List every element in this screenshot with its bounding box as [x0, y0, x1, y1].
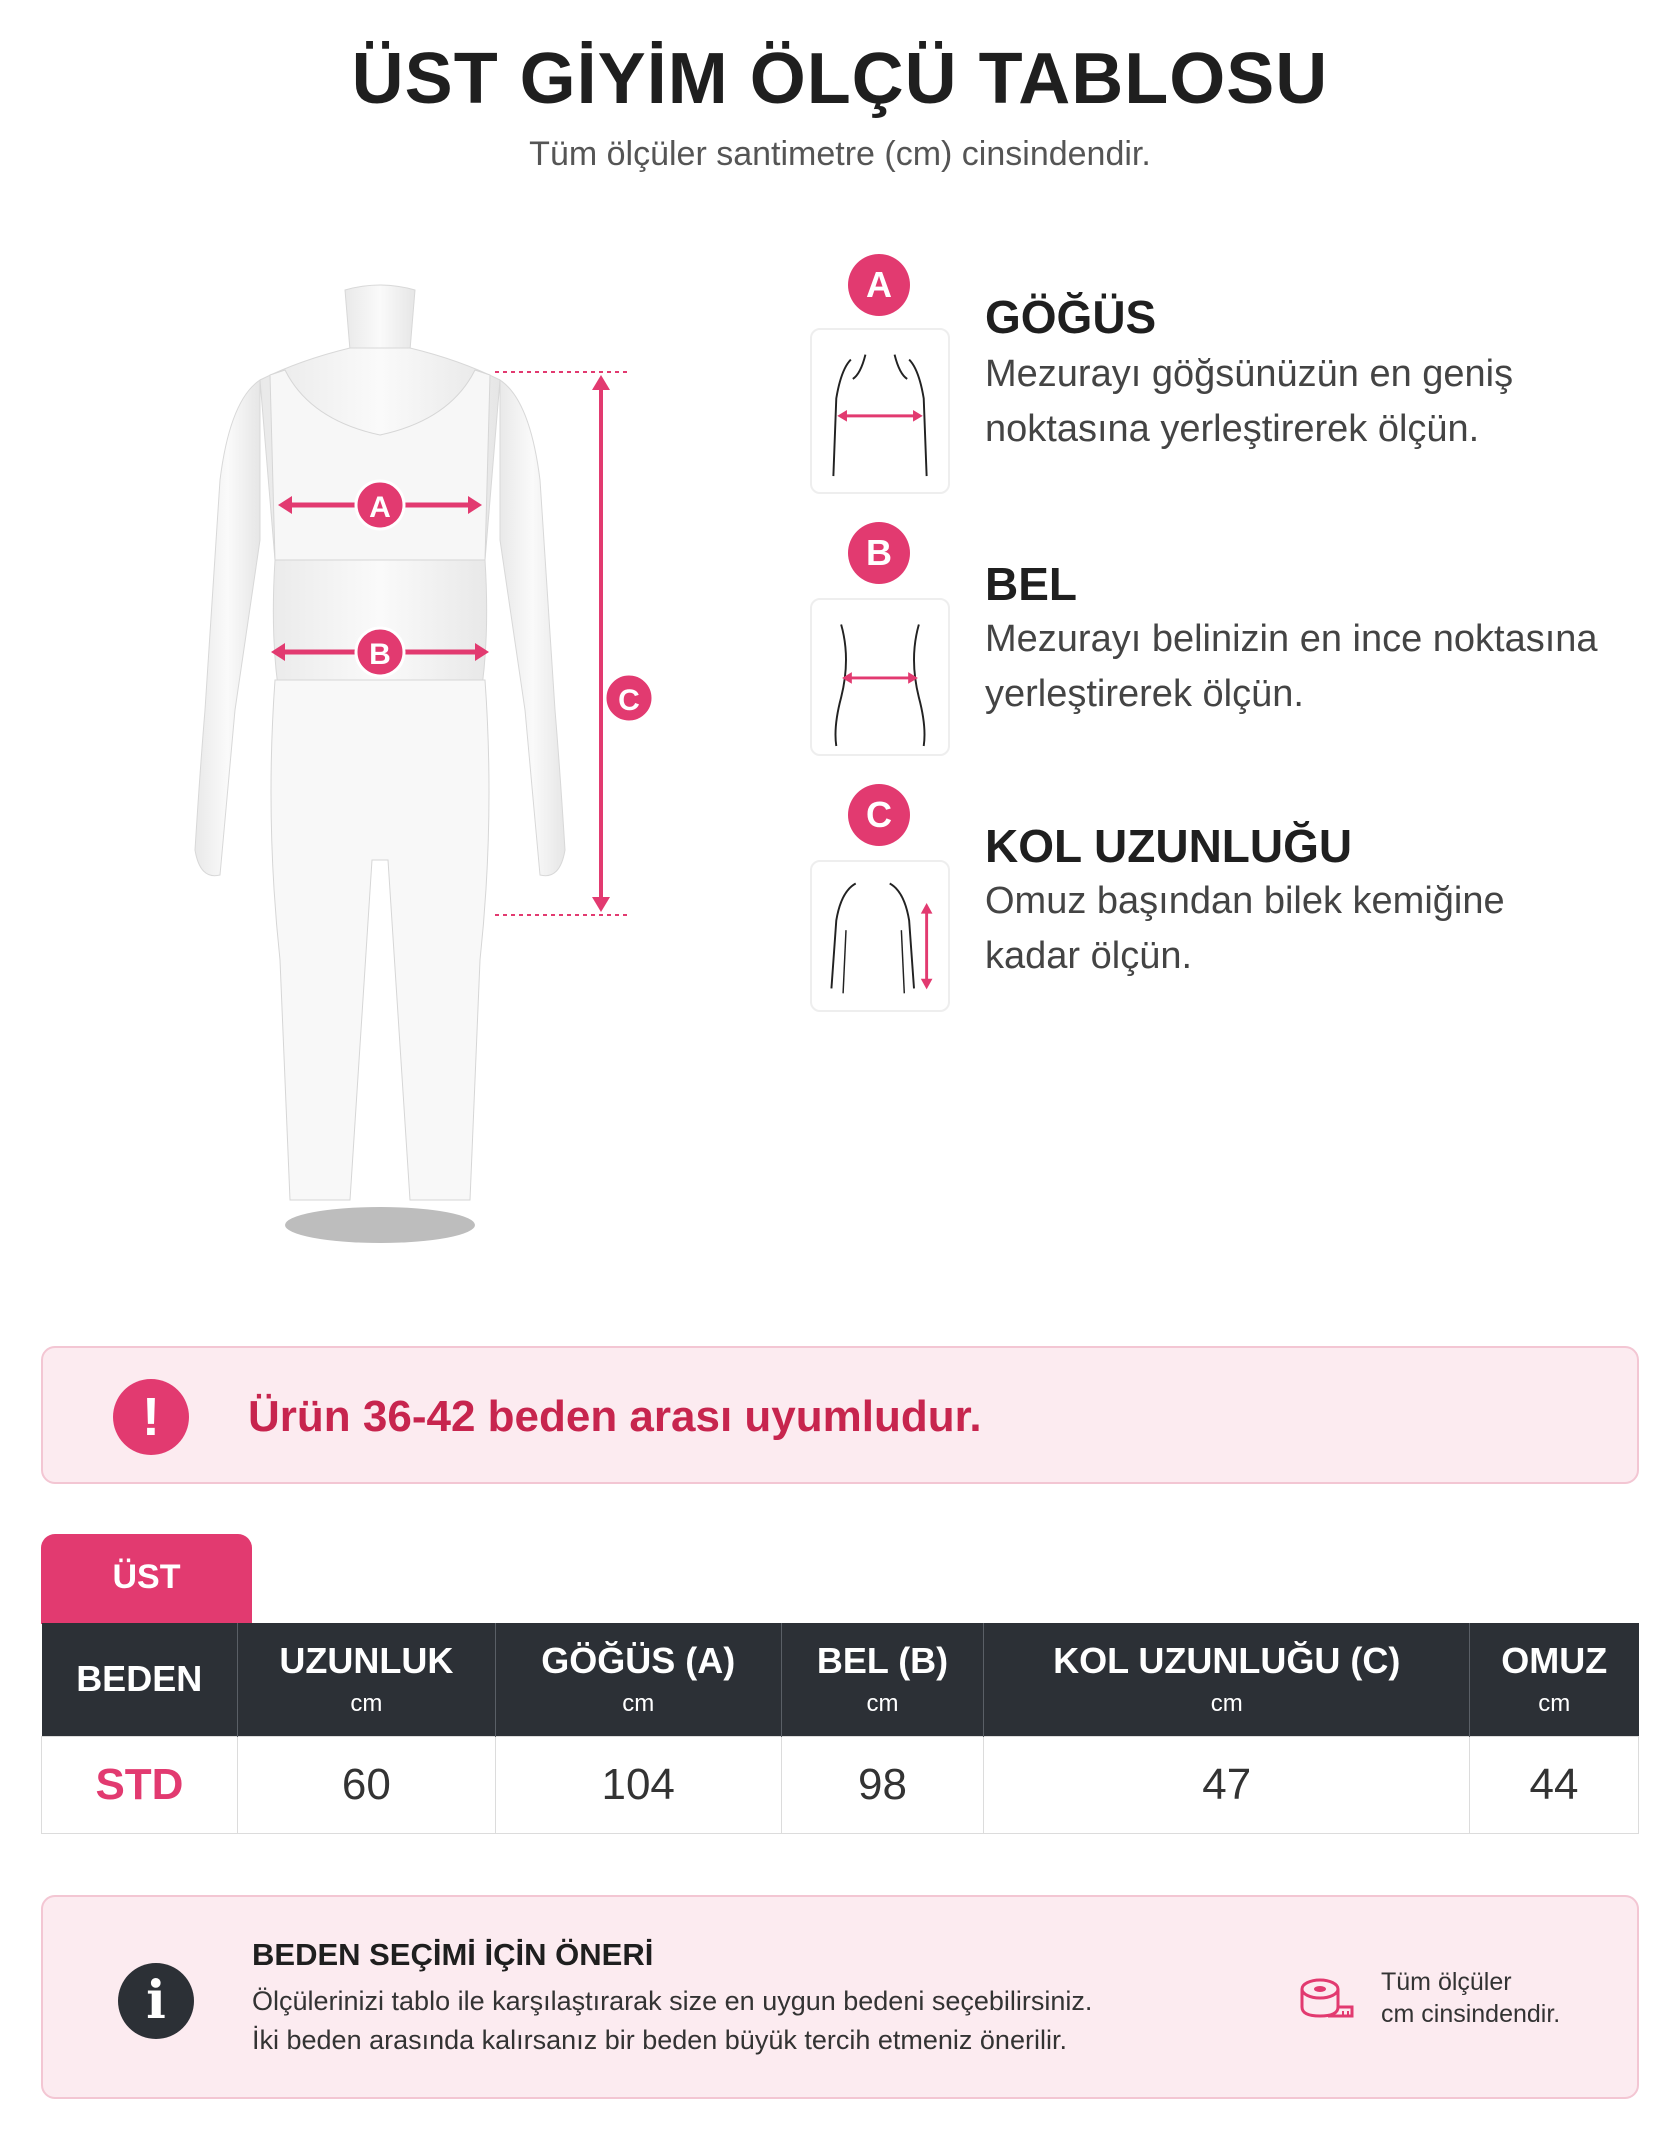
- column-header-shoulder: OMUZ cm: [1470, 1623, 1639, 1736]
- size-range-alert: [41, 1346, 1639, 1484]
- cell-size: STD: [42, 1736, 238, 1833]
- label-b: B: [369, 638, 391, 671]
- cell-sleeve: 47: [984, 1736, 1470, 1833]
- measure-waist-desc-1: Mezurayı belinizin en ince noktasına: [985, 618, 1598, 660]
- label-c: C: [618, 684, 640, 717]
- sleeve-diagram-icon: [810, 860, 950, 1012]
- measure-waist-desc-2: yerleştirerek ölçün.: [985, 673, 1304, 715]
- measure-sleeve-desc-1: Omuz başından bilek kemiğine: [985, 880, 1505, 922]
- measure-chest: [810, 250, 1650, 500]
- size-table: [41, 1623, 1639, 1834]
- cell-length: 60: [237, 1736, 495, 1833]
- column-header-length: UZUNLUK cm: [237, 1623, 495, 1736]
- badge-a: A: [848, 254, 910, 316]
- advice-title: BEDEN SEÇİMİ İÇİN ÖNERİ: [252, 1937, 654, 1972]
- waist-diagram-icon: [810, 598, 950, 756]
- info-icon: i: [118, 1963, 194, 2039]
- measuring-tape-icon: [1298, 1975, 1354, 2025]
- measure-sleeve-desc-2: kadar ölçün.: [985, 935, 1193, 977]
- table-header-row: [42, 1623, 1639, 1736]
- badge-c: C: [848, 784, 910, 846]
- chest-diagram-icon: [810, 328, 950, 494]
- tab-ust[interactable]: ÜST: [41, 1534, 252, 1624]
- column-header-size: BEDEN: [42, 1623, 238, 1736]
- table-row: [42, 1736, 1639, 1833]
- mannequin-illustration: [160, 260, 670, 1260]
- measure-sleeve-title: KOL UZUNLUĞU: [985, 820, 1353, 872]
- exclamation-icon: !: [113, 1379, 189, 1455]
- size-range-text: Ürün 36-42 beden arası uyumludur.: [248, 1392, 982, 1441]
- advice-line-1: Ölçülerinizi tablo ile karşılaştırarak size en uygun bedeni seçebilirsiniz.: [252, 1986, 1093, 2016]
- badge-b: B: [848, 522, 910, 584]
- measure-chest-title: GÖĞÜS: [985, 291, 1157, 343]
- measure-waist: [810, 522, 1650, 772]
- measure-sleeve: [810, 784, 1650, 1034]
- page-subtitle: Tüm ölçüler santimetre (cm) cinsindendir.: [529, 135, 1151, 173]
- measure-waist-title: BEL: [985, 558, 1077, 610]
- cell-chest: 104: [495, 1736, 781, 1833]
- measure-chest-desc-2: noktasına yerleştirerek ölçün.: [985, 408, 1480, 450]
- cell-shoulder: 44: [1470, 1736, 1639, 1833]
- measure-chest-desc-1: Mezurayı göğsünüzün en geniş: [985, 353, 1514, 395]
- page-title: ÜST GİYİM ÖLÇÜ TABLOSU: [351, 39, 1329, 119]
- column-header-chest: GÖĞÜS (A) cm: [495, 1623, 781, 1736]
- advice-line-2: İki beden arasında kalırsanız bir beden büyük tercih etmeniz önerilir.: [252, 2025, 1067, 2055]
- unit-note-1: Tüm ölçüler: [1381, 1968, 1512, 1996]
- column-header-sleeve: KOL UZUNLUĞU (C) cm: [984, 1623, 1470, 1736]
- unit-note-2: cm cinsindendir.: [1381, 2000, 1561, 2028]
- label-a: A: [369, 491, 391, 524]
- column-header-waist: BEL (B) cm: [781, 1623, 984, 1736]
- size-advice-box: [41, 1895, 1639, 2099]
- cell-waist: 98: [781, 1736, 984, 1833]
